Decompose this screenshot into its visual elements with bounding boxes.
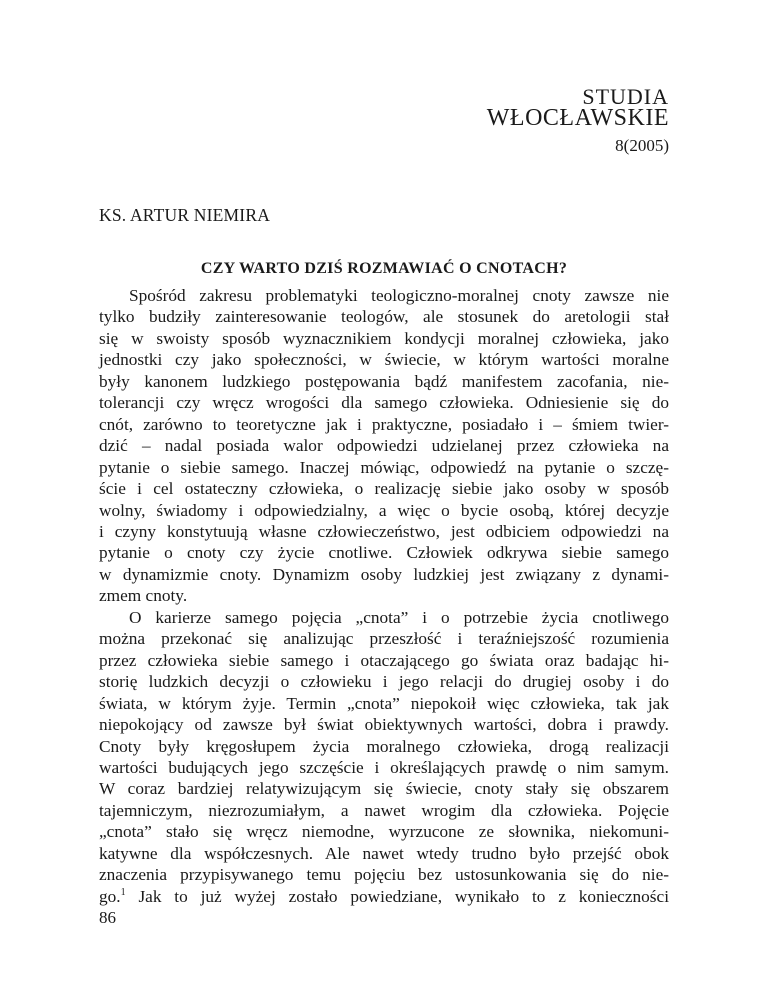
text-line: W coraz bardziej relatywizującym się świecie, cnoty stały się obszarem: [99, 779, 669, 799]
logo-line-wloclawskie: WŁOCŁAWSKIE: [486, 105, 669, 131]
paragraph-1: [99, 285, 669, 607]
text-line: można przekonać się analizując przeszłość i teraźniejszość rozumienia: [99, 629, 669, 649]
text-line: wartości budujących jego szczęście i określających prawdę o nim samym.: [99, 757, 669, 777]
text-line: jednostki czy jako społeczności, w świecie, w którym wartości moralne: [99, 350, 669, 370]
paragraph-2: [99, 607, 669, 907]
logo-line-studia: STUDIA: [582, 84, 669, 109]
text-fragment: go.: [99, 886, 121, 906]
issue-number: 8(2005): [615, 136, 669, 155]
text-line: przez człowieka siebie samego i otaczającego go świata oraz badając hi-: [99, 650, 669, 670]
text-line: pytanie o siebie samego. Inaczej mówiąc, odpowiedź na pytanie o szczę-: [99, 457, 669, 477]
text-line: się w swoisty sposób wyznacznikiem kondycji moralnej człowieka, jako: [99, 328, 669, 348]
article-body: [99, 285, 669, 907]
text-line: Spośród zakresu problematyki teologiczno-moralnej cnoty zawsze nie: [129, 286, 669, 305]
text-line: w dynamizmie cnoty. Dynamizm osoby ludzkiej jest związany z dynami-: [99, 564, 669, 584]
text-line-with-footnote: [99, 886, 669, 907]
text-line: były kanonem ludzkiego postępowania bądź manifestem zacofania, nie-: [99, 371, 669, 391]
text-line: ście i cel ostateczny człowieka, o realizację siebie jako osoby w sposób: [99, 479, 669, 499]
text-line: Cnoty były kręgosłupem życia moralnego człowieka, drogą realizacji: [99, 736, 669, 756]
text-line: niepokojący od zawsze był świat obiektywnych wartości, dobra i prawdy.: [99, 715, 669, 735]
footnote-reference[interactable]: 1: [120, 886, 126, 898]
journal-logo: [487, 86, 669, 130]
text-fragment: Jak to już wyżej zostało powiedziane, wynikało to z konieczności: [125, 886, 669, 906]
article-author: KS. ARTUR NIEMIRA: [99, 205, 271, 225]
text-line: „cnota” stało się wręcz niemodne, wyrzucone ze słownika, niekomuni-: [99, 822, 669, 842]
text-line: O karierze samego pojęcia „cnota” i o potrzebie życia cnotliwego: [129, 607, 669, 627]
text-line: pytanie o cnoty czy życie cnotliwe. Człowiek odkrywa siebie samego: [99, 543, 669, 563]
text-line: zmem cnoty.: [99, 586, 188, 606]
text-line: tajemniczym, niezrozumiałym, a nawet wrogim dla człowieka. Pojęcie: [99, 800, 669, 820]
text-line: świata, w którym żyje. Termin „cnota” niepokoił więc człowieka, tak jak: [99, 693, 669, 713]
text-line: i czyny konstytuują własne człowieczeństwo, jest odbiciem odpowiedzi na: [99, 521, 669, 541]
text-line: storię ludzkich decyzji o człowieku i jego relacji do drugiej osoby i do: [99, 672, 669, 692]
article-title: CZY WARTO DZIŚ ROZMAWIAĆ O CNOTACH?: [200, 260, 568, 277]
text-line: tylko budziły zainteresowanie teologów, ale stosunek do aretologii stał: [99, 307, 669, 327]
text-line: tolerancji czy wręcz wrogości dla samego człowieka. Odniesienie się do: [99, 393, 669, 413]
text-line: katywne dla współczesnych. Ale nawet wtedy trudno było przejść obok: [99, 843, 669, 863]
text-line: dzić – nadal posiada walor odpowiedzi udzielanej przez człowieka na: [99, 436, 669, 456]
text-line: wolny, świadomy i odpowiedzialny, a więc o bycie osobą, której decyzje: [99, 500, 669, 520]
page-number: 86: [99, 908, 116, 927]
text-line: znaczenia przypisywanego temu pojęciu bez ustosunkowania się do nie-: [99, 865, 669, 885]
text-line: cnót, zarówno to teoretyczne jak i praktyczne, posiadało i – śmiem twier-: [99, 414, 669, 434]
